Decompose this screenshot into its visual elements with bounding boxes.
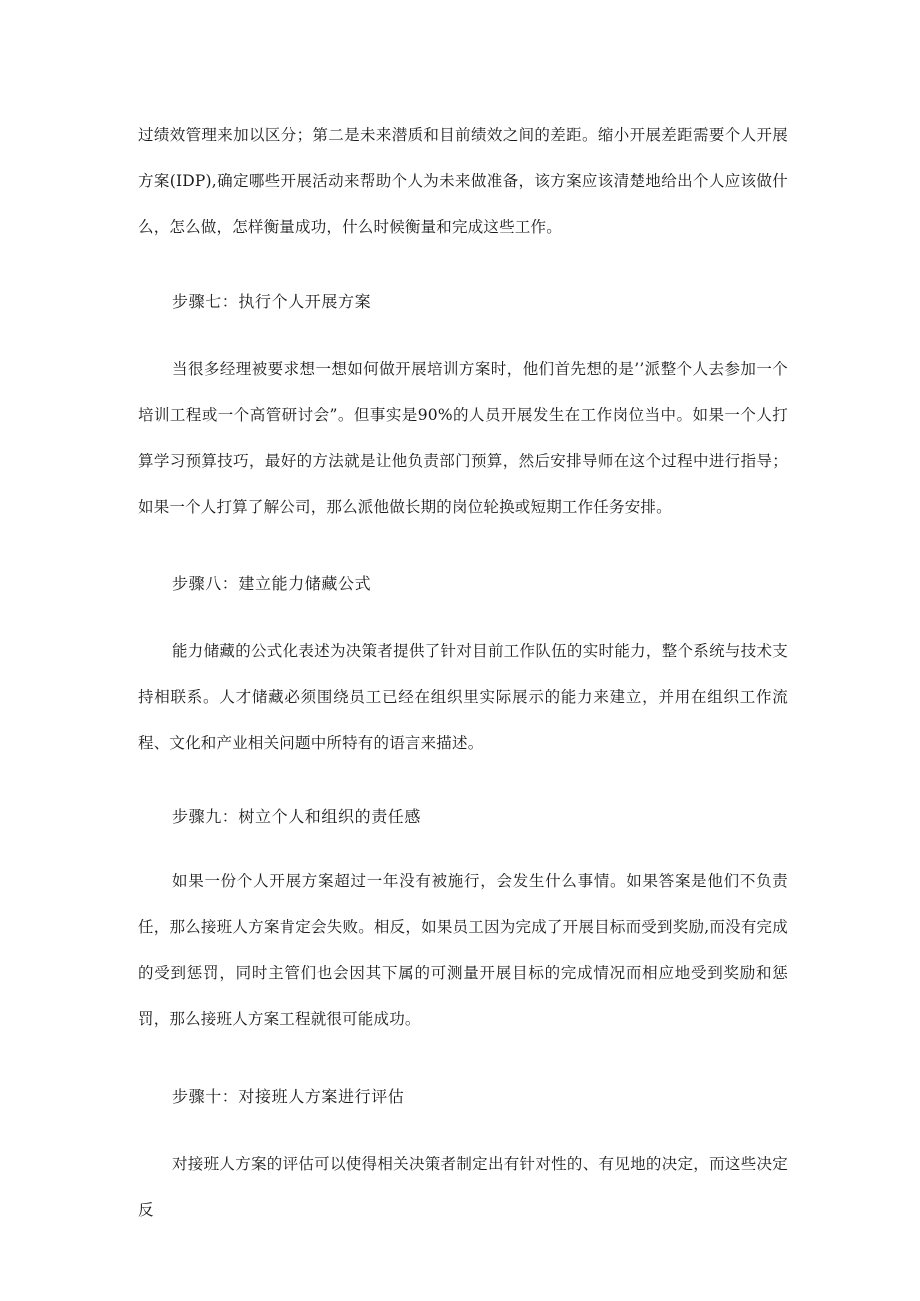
- paragraph-step-10: 对接班人方案的评估可以使得相关决策者制定出有针对性的、有见地的决定，而这些决定反: [138, 1155, 788, 1219]
- paragraph-idp: 过绩效管理来加以区分；第二是未来潜质和目前绩效之间的差距。缩小开展差距需要个人开展方案(IDP),确定哪些开展活动来帮助个人为未来做准备，该方案应该清楚地给出个人应该做什么，怎么做，怎样衡量成功，什么时候衡量和完成这些工作。: [138, 126, 788, 236]
- paragraph-step-8: 能力储藏的公式化表述为决策者提供了针对目前工作队伍的实时能力，整个系统与技术支持相联系。人才储藏必须围绕员工已经在组织里实际展示的能力来建立，并用在组织工作流程、文化和产业相关问题中所特有的语言来描述。: [138, 642, 788, 752]
- heading-step-10: 步骤十：对接班人方案进行评估: [172, 1087, 405, 1106]
- paragraph-step-7: 当很多经理被要求想一想如何做开展培训方案时，他们首先想的是’’派整个人去参加一个培训工程或一个高管研讨会”。但事实是90%的人员开展发生在工作岗位当中。如果一个人打算学习预算技巧，最好的方法就是让他负责部门预算，然后安排导师在这个过程中进行指导；如果一个人打算了解公司，那么派他做长期的岗位轮换或短期工作任务安排。: [138, 360, 788, 516]
- heading-step-9: 步骤九：树立个人和组织的责任感: [172, 807, 422, 826]
- heading-step-7: 步骤七：执行个人开展方案: [172, 292, 372, 311]
- paragraph-step-9: 如果一份个人开展方案超过一年没有被施行，会发生什么事情。如果答案是他们不负责任，那么接班人方案肯定会失败。相反，如果员工因为完成了开展目标而受到奖励,而没有完成的受到惩罚，同时主管们也会因其下属的可测量开展目标的完成情况而相应地受到奖励和惩罚，那么接班人方案工程就很可能成功。: [138, 872, 788, 1028]
- heading-step-8: 步骤八：建立能力储藏公式: [172, 574, 372, 593]
